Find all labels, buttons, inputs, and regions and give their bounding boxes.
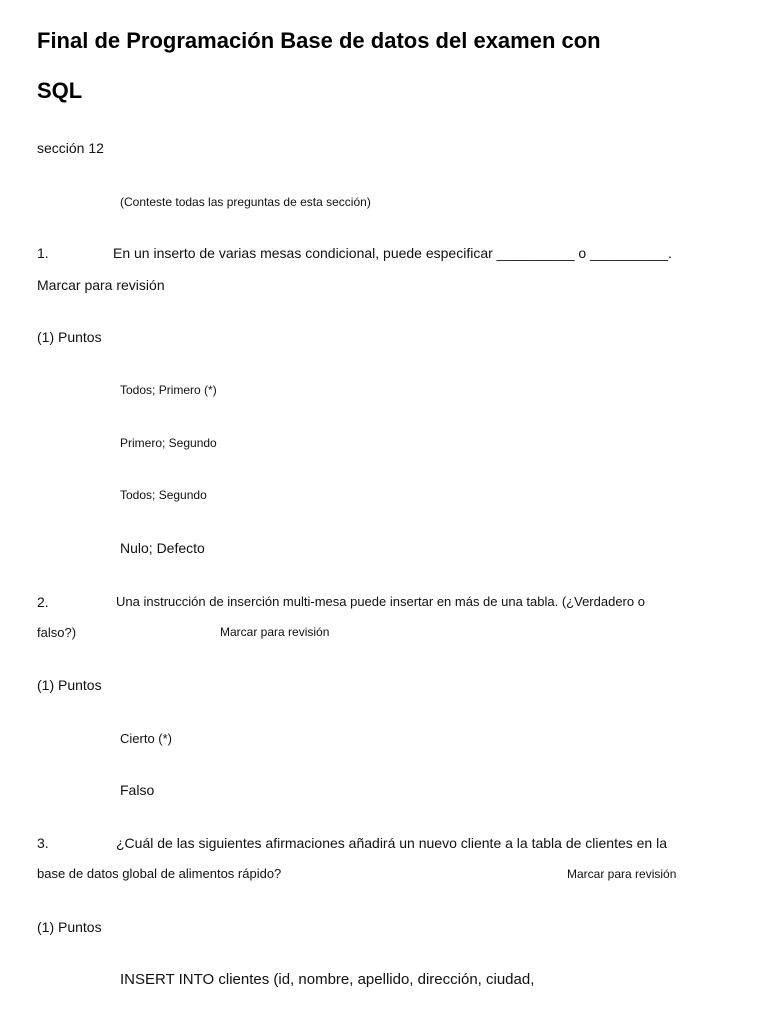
question-2-text-line-2: falso?): [37, 625, 77, 640]
question-3-text-line-1: ¿Cuál de las siguientes afirmaciones añadirá un nuevo cliente a la tabla de clientes en la: [116, 835, 668, 851]
question-2-points: (1) Puntos: [37, 677, 102, 693]
question-3-points: (1) Puntos: [37, 919, 102, 935]
document-title-line-2: SQL: [37, 78, 83, 103]
section-instructions: (Conteste todas las preguntas de esta sección): [120, 195, 371, 209]
question-1-option-2[interactable]: Primero; Segundo: [120, 436, 217, 450]
question-1-text: En un inserto de varias mesas condicional, puede especificar __________ o __________.: [113, 245, 672, 261]
question-1-option-1[interactable]: Todos; Primero (*): [120, 383, 217, 397]
question-1-option-4[interactable]: Nulo; Defecto: [120, 540, 205, 556]
question-2-mark-review[interactable]: Marcar para revisión: [220, 625, 330, 639]
section-heading: sección 12: [37, 140, 104, 156]
question-2-number: 2.: [37, 594, 49, 610]
question-1-points: (1) Puntos: [37, 329, 102, 345]
question-3-text-line-2: base de datos global de alimentos rápido?: [37, 866, 282, 881]
question-2-option-2[interactable]: Falso: [120, 782, 155, 798]
question-2-text-line-1: Una instrucción de inserción multi-mesa puede insertar en más de una tabla. (¿Verdadero o: [116, 594, 645, 609]
question-1-option-3[interactable]: Todos; Segundo: [120, 488, 207, 502]
question-3-mark-review[interactable]: Marcar para revisión: [567, 867, 677, 881]
question-3-number: 3.: [37, 835, 49, 851]
question-2-option-1[interactable]: Cierto (*): [120, 731, 173, 746]
document-title-line-1: Final de Programación Base de datos del examen con: [37, 28, 601, 53]
question-1-number: 1.: [37, 245, 49, 261]
question-1-mark-review[interactable]: Marcar para revisión: [37, 277, 165, 293]
question-3-option-1[interactable]: INSERT INTO clientes (id, nombre, apellido, dirección, ciudad,: [120, 971, 535, 988]
